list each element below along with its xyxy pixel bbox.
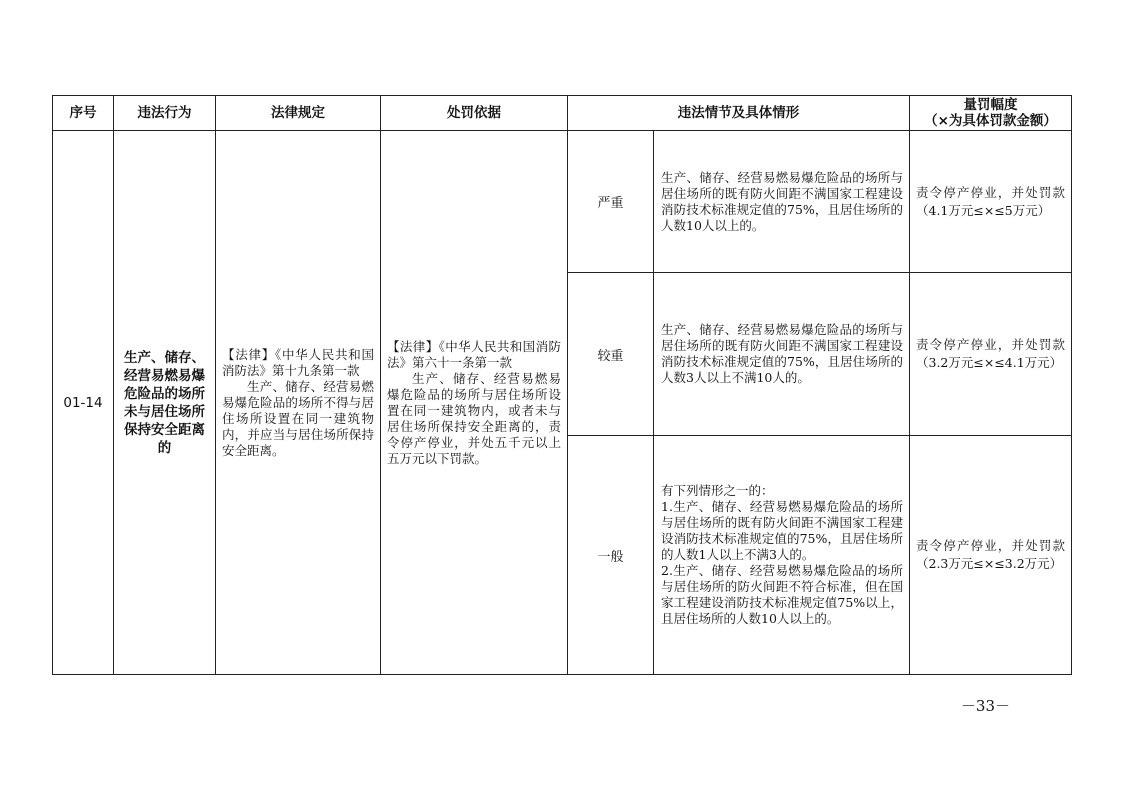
circumstance-general-item-1: 1.生产、储存、经营易燃易爆危险品的场所与居住场所的既有防火间距不满国家工程建设消防技术标准规定值的75%，且居住场所的人数1人以上不满3人的。 bbox=[661, 499, 903, 562]
header-law: 法律规定 bbox=[216, 96, 381, 131]
row-law-provision bbox=[216, 131, 381, 675]
law-text: 生产、储存、经营易燃易爆危险品的场所不得与居住场所设置在同一建筑物内，并应当与居住场所保持安全距离。 bbox=[222, 378, 374, 458]
table-header-row bbox=[53, 96, 1072, 131]
basis-citation: 【法律】《中华人民共和国消防法》第六十一条第一款 bbox=[387, 338, 561, 370]
circumstance-serious: 生产、储存、经营易燃易爆危险品的场所与居住场所的既有防火间距不满国家工程建设消防技术标准规定值的75%，且居住场所的人数3人以上不满10人的。 bbox=[654, 273, 910, 436]
level-severe: 严重 bbox=[568, 131, 654, 273]
circumstance-general bbox=[654, 436, 910, 675]
row-penalty-basis bbox=[381, 131, 568, 675]
penalty-serious: 责令停产停业，并处罚款（3.2万元≤×≤4.1万元） bbox=[910, 273, 1072, 436]
level-serious: 较重 bbox=[568, 273, 654, 436]
basis-text: 生产、储存、经营易燃易爆危险品的场所与居住场所设置在同一建筑物内，或者未与居住场所保持安全距离的，责令停产停业，并处五千元以上五万元以下罚款。 bbox=[387, 370, 561, 466]
table-row bbox=[53, 131, 1072, 273]
penalty-table bbox=[52, 95, 1072, 675]
circumstance-general-intro: 有下列情形之一的： bbox=[661, 483, 774, 498]
circumstance-general-item-2: 2.生产、储存、经营易燃易爆危险品的场所与居住场所的防火间距不符合标准，但在国家工程建设消防技术标准规定值75%以上，且居住场所的人数10人以上的。 bbox=[661, 563, 903, 626]
level-general: 一般 bbox=[568, 436, 654, 675]
header-basis: 处罚依据 bbox=[381, 96, 568, 131]
row-seq: 01-14 bbox=[53, 131, 114, 675]
header-seq: 序号 bbox=[53, 96, 114, 131]
header-penalty bbox=[910, 96, 1072, 131]
row-violation: 生产、储存、经营易燃易爆危险品的场所未与居住场所保持安全距离的 bbox=[114, 131, 216, 675]
circumstance-severe: 生产、储存、经营易燃易爆危险品的场所与居住场所的既有防火间距不满国家工程建设消防技术标准规定值的75%，且居住场所的人数10人以上的。 bbox=[654, 131, 910, 273]
page-number: －33－ bbox=[960, 697, 1010, 715]
header-circumstance: 违法情节及具体情形 bbox=[568, 96, 910, 131]
law-citation: 【法律】《中华人民共和国消防法》第十九条第一款 bbox=[222, 346, 374, 378]
penalty-general: 责令停产停业，并处罚款（2.3万元≤×≤3.2万元） bbox=[910, 436, 1072, 675]
header-penalty-line2: （×为具体罚款金额） bbox=[924, 113, 1057, 129]
header-act: 违法行为 bbox=[114, 96, 216, 131]
penalty-severe: 责令停产停业，并处罚款（4.1万元≤×≤5万元） bbox=[910, 131, 1072, 273]
header-penalty-line1: 量罚幅度 bbox=[963, 97, 1018, 113]
